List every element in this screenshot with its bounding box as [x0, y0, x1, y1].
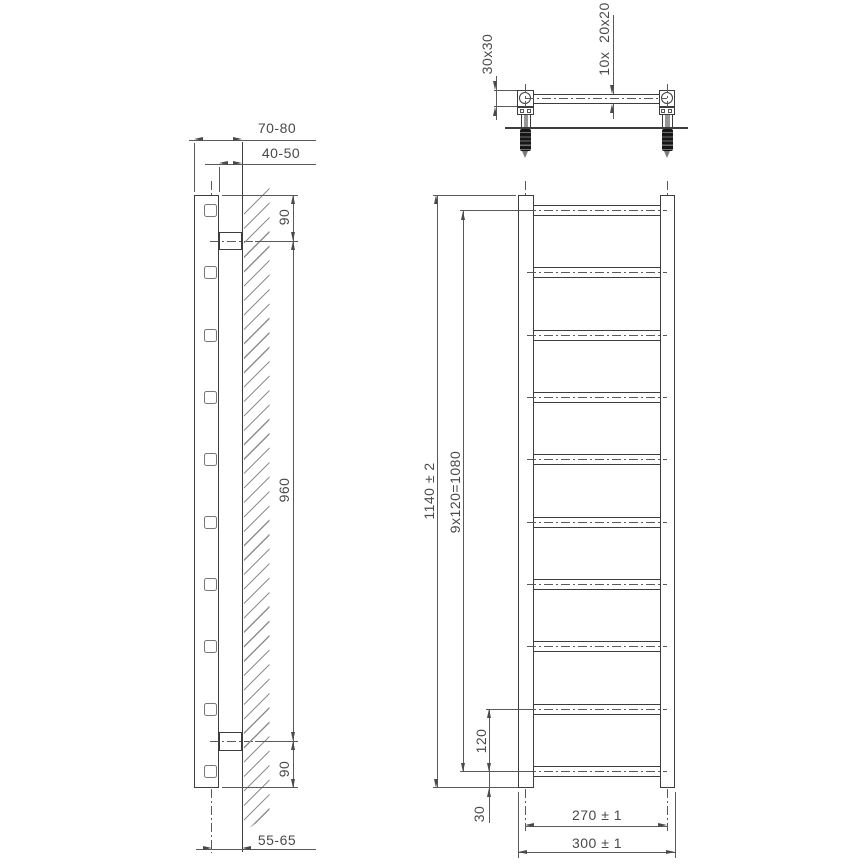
- dim-label: 30x30: [479, 33, 495, 75]
- rung-profile: [204, 578, 217, 591]
- dim-label: 120: [473, 728, 489, 754]
- wall-anchor-screw-left: [520, 129, 531, 151]
- dim-label: 1140 ± 2: [421, 462, 437, 520]
- screw-shank: [524, 115, 529, 128]
- wall-face-line: [242, 142, 244, 852]
- vertical-tube-profile: [194, 195, 219, 788]
- wall-anchor-screw-right: [662, 129, 673, 151]
- rung-centerline: [527, 272, 667, 273]
- dim-label: 90: [275, 208, 292, 226]
- wall-section-hatch: [244, 186, 270, 832]
- dim-label: 90: [275, 760, 292, 778]
- tube-axis-centerline: [211, 181, 212, 197]
- dim-label: 9x120=1080: [447, 450, 463, 534]
- rung-centerline: [527, 522, 667, 523]
- vertical-tube-left: [518, 195, 534, 788]
- rung-centerline: [527, 584, 667, 585]
- vertical-tube-right: [660, 195, 676, 788]
- rung-centerline: [527, 210, 667, 211]
- rung-profile: [204, 329, 217, 342]
- rung-profile: [204, 266, 217, 279]
- rung-profile: [204, 204, 217, 217]
- rung-centerline: [527, 397, 667, 398]
- dim-label: 55-65: [257, 832, 297, 848]
- rung-centerline: [527, 335, 667, 336]
- anchor-tip: [522, 151, 528, 158]
- dim-label: 30: [471, 805, 487, 823]
- rung-centerline: [527, 709, 667, 710]
- rung-centerline: [527, 646, 667, 647]
- dim-label: 10x 20x20: [596, 2, 612, 76]
- dim-label: 270 ± 1: [571, 807, 623, 823]
- wall-line: [505, 127, 688, 129]
- rung-centerline: [527, 771, 667, 772]
- rung-profile: [204, 516, 217, 529]
- tube-axis-centerline: [211, 789, 212, 853]
- rung-profile: [204, 765, 217, 778]
- tube-centerline: [525, 181, 526, 196]
- rung-bar-centerline: [525, 98, 667, 99]
- dim-label: 40-50: [261, 145, 301, 161]
- dim-label: 960: [276, 477, 292, 503]
- rung-profile: [204, 640, 217, 653]
- tube-centerline: [667, 181, 668, 196]
- rung-profile: [204, 391, 217, 404]
- dim-label: 300 ± 1: [571, 835, 623, 851]
- dim-label: 70-80: [257, 120, 297, 136]
- rung-profile: [204, 703, 217, 716]
- rung-profile: [204, 453, 217, 466]
- anchor-tip: [664, 151, 670, 158]
- screw-shank: [665, 115, 670, 128]
- rung-centerline: [527, 459, 667, 460]
